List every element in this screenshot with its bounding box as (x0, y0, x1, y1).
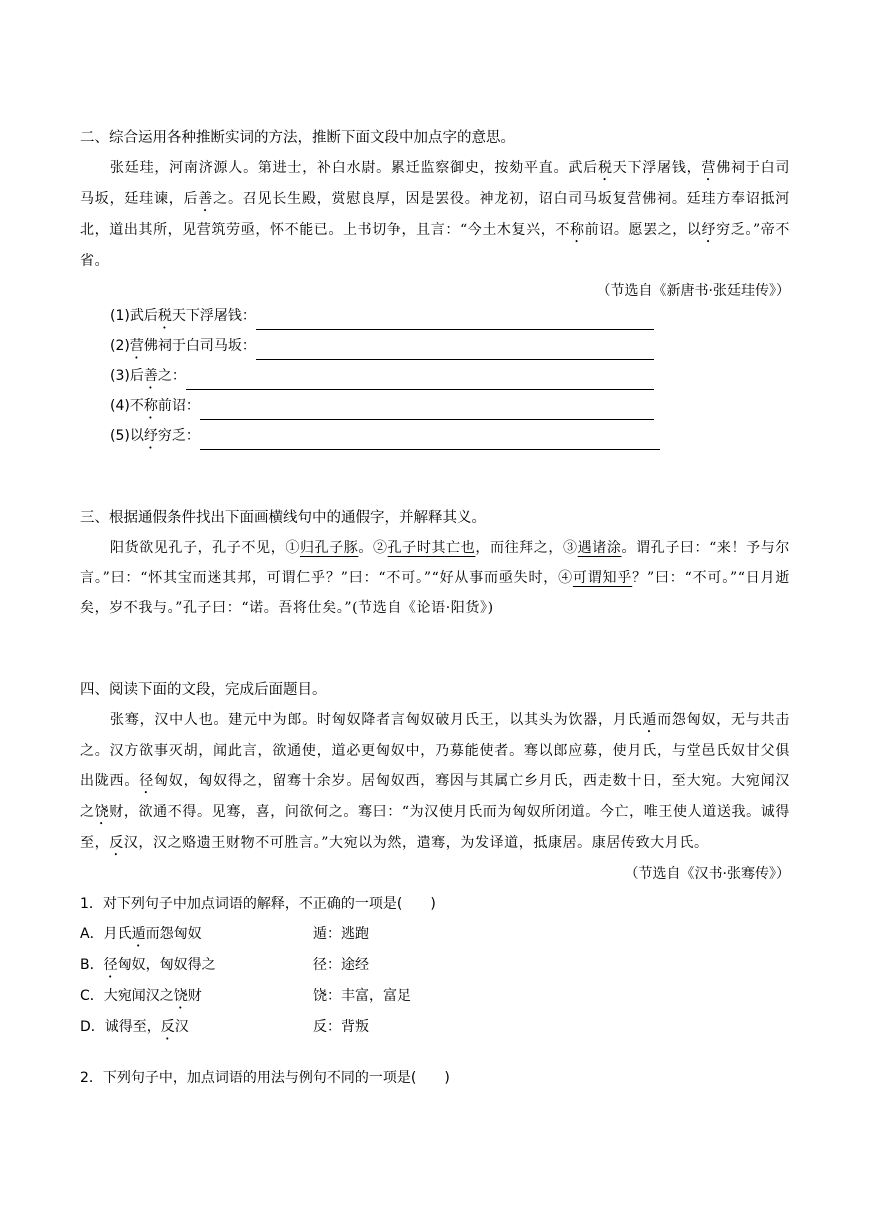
dotted-char: 遁 (131, 926, 146, 942)
underlined-sentence: 归孔子豚 (299, 540, 359, 556)
answer-blank[interactable] (256, 311, 654, 330)
option-c[interactable]: C．大宛闻汉之饶财 饶：丰富，富足 (80, 981, 790, 1012)
dotted-char: 善 (198, 191, 214, 207)
dotted-char: 税 (597, 160, 613, 176)
option-b[interactable]: B．径匈奴，匈奴得之 径：途经 (80, 950, 790, 981)
dotted-char: 纾 (701, 222, 717, 238)
section-2 (80, 123, 790, 456)
dotted-char: 营 (129, 338, 144, 354)
answer-blank[interactable] (256, 341, 654, 360)
section-2-passage: 张廷珪，河南济源人。第进士，补白水尉。累迁监察御史，按劾平直。武后税天下浮屠钱，营佛祠于白司马坂，廷珪谏，后善之。召见长生殿，赏慰良厚，因是罢役。神龙初，诏白司马坂复营佛祠。廷珪方奉诏抵河北，道出其所，见营筑劳亟，怀不能已。上书切争，且言：“今土木复兴，不称前诏。愿罢之，以纾穷乏。”帝不省。 (80, 160, 790, 269)
section-3-passage: 阳货欲见孔子，孔子不见，①归孔子豚。②孔子时其亡也，而往拜之，③遇诸涂。谓孔子曰：“来！予与尔言。”曰：“怀其宝而迷其邦，可谓仁乎？”曰：“不可。”“好从事而亟失时，④可谓知乎？”曰：“不可。”“日月逝矣，岁不我与。”孔子曰：“诺。吾将仕矣。”(节选自《论语·阳货》) (80, 540, 790, 616)
section-4-heading: 四、阅读下面的文段，完成后面题目。 (80, 682, 327, 698)
dotted-char: 营 (701, 160, 717, 176)
question-2-1: (1)武后税天下浮屠钱： (110, 306, 790, 336)
option-gloss: 径：途经 (313, 957, 369, 973)
dotted-char: 遁 (642, 712, 658, 728)
underlined-sentence: 孔子时其亡也 (387, 540, 476, 556)
section-2-source: （节选自《新唐书·张廷珪传》） (596, 283, 790, 299)
option-gloss: 反：背叛 (313, 1019, 369, 1035)
section-4-source: （节选自《汉书·张骞传》） (624, 866, 790, 882)
dotted-char: 径 (139, 773, 154, 789)
question-2-stem: 2．下列句子中，加点词语的用法与例句不同的一项是( ) (80, 1070, 450, 1086)
answer-blank[interactable] (200, 431, 660, 450)
section-3 (80, 503, 790, 623)
underlined-sentence: 遇诸涂 (577, 540, 622, 556)
dotted-char: 饶 (94, 804, 110, 820)
section-3-heading: 三、根据通假条件找出下面画横线句中的通假字，并解释其义。 (80, 510, 486, 526)
section-4 (80, 675, 790, 1093)
question-2-3: (3)后善之： (110, 366, 790, 396)
dotted-char: 善 (143, 368, 158, 384)
underlined-sentence: 可谓知乎 (572, 570, 633, 586)
question-2-2: (2)营佛祠于白司马坂： (110, 336, 790, 366)
question-2-5: (5)以纾穷乏： (110, 426, 790, 456)
dotted-char: 称 (143, 398, 158, 414)
question-1-stem: 1．对下列句子中加点词语的解释，不正确的一项是( ) (80, 896, 436, 912)
dotted-char: 反 (109, 835, 124, 851)
section-2-heading: 二、综合运用各种推断实词的方法，推断下面文段中加点字的意思。 (80, 130, 515, 146)
answer-blank[interactable] (186, 371, 654, 390)
section-4-passage: 张骞，汉中人也。建元中为郎。时匈奴降者言匈奴破月氏王，以其头为饮器，月氏遁而怨匈奴，无与共击之。汉方欲事灭胡，闻此言，欲通使，道必更匈奴中，乃募能使者。骞以郎应募，使月氏，与堂邑氏奴甘父俱出陇西。径匈奴，匈奴得之，留骞十余岁。居匈奴西，骞因与其属亡乡月氏，西走数十日，至大宛。大宛闻汉之饶财，欲通不得。见骞，喜，问欲何之。骞曰：“为汉使月氏而为匈奴所闭道。今亡，唯王使人道送我。诚得至，反汉，汉之赂遗王财物不可胜言。”大宛以为然，遣骞，为发译道，抵康居。康居传致大月氏。 (80, 712, 790, 851)
dotted-char: 称 (570, 222, 585, 238)
option-a[interactable]: A．月氏遁而怨匈奴 遁：逃跑 (80, 919, 790, 950)
dotted-char: 反 (160, 1019, 175, 1035)
answer-blank[interactable] (200, 401, 654, 420)
dotted-char: 径 (103, 957, 118, 973)
option-d[interactable]: D．诚得至，反汉 反：背叛 (80, 1012, 790, 1043)
question-2-4: (4)不称前诏： (110, 396, 790, 426)
dotted-char: 饶 (173, 988, 188, 1004)
option-gloss: 饶：丰富，富足 (313, 988, 411, 1004)
option-gloss: 遁：逃跑 (313, 926, 369, 942)
dotted-char: 纾 (143, 428, 158, 444)
dotted-char: 税 (157, 308, 172, 324)
